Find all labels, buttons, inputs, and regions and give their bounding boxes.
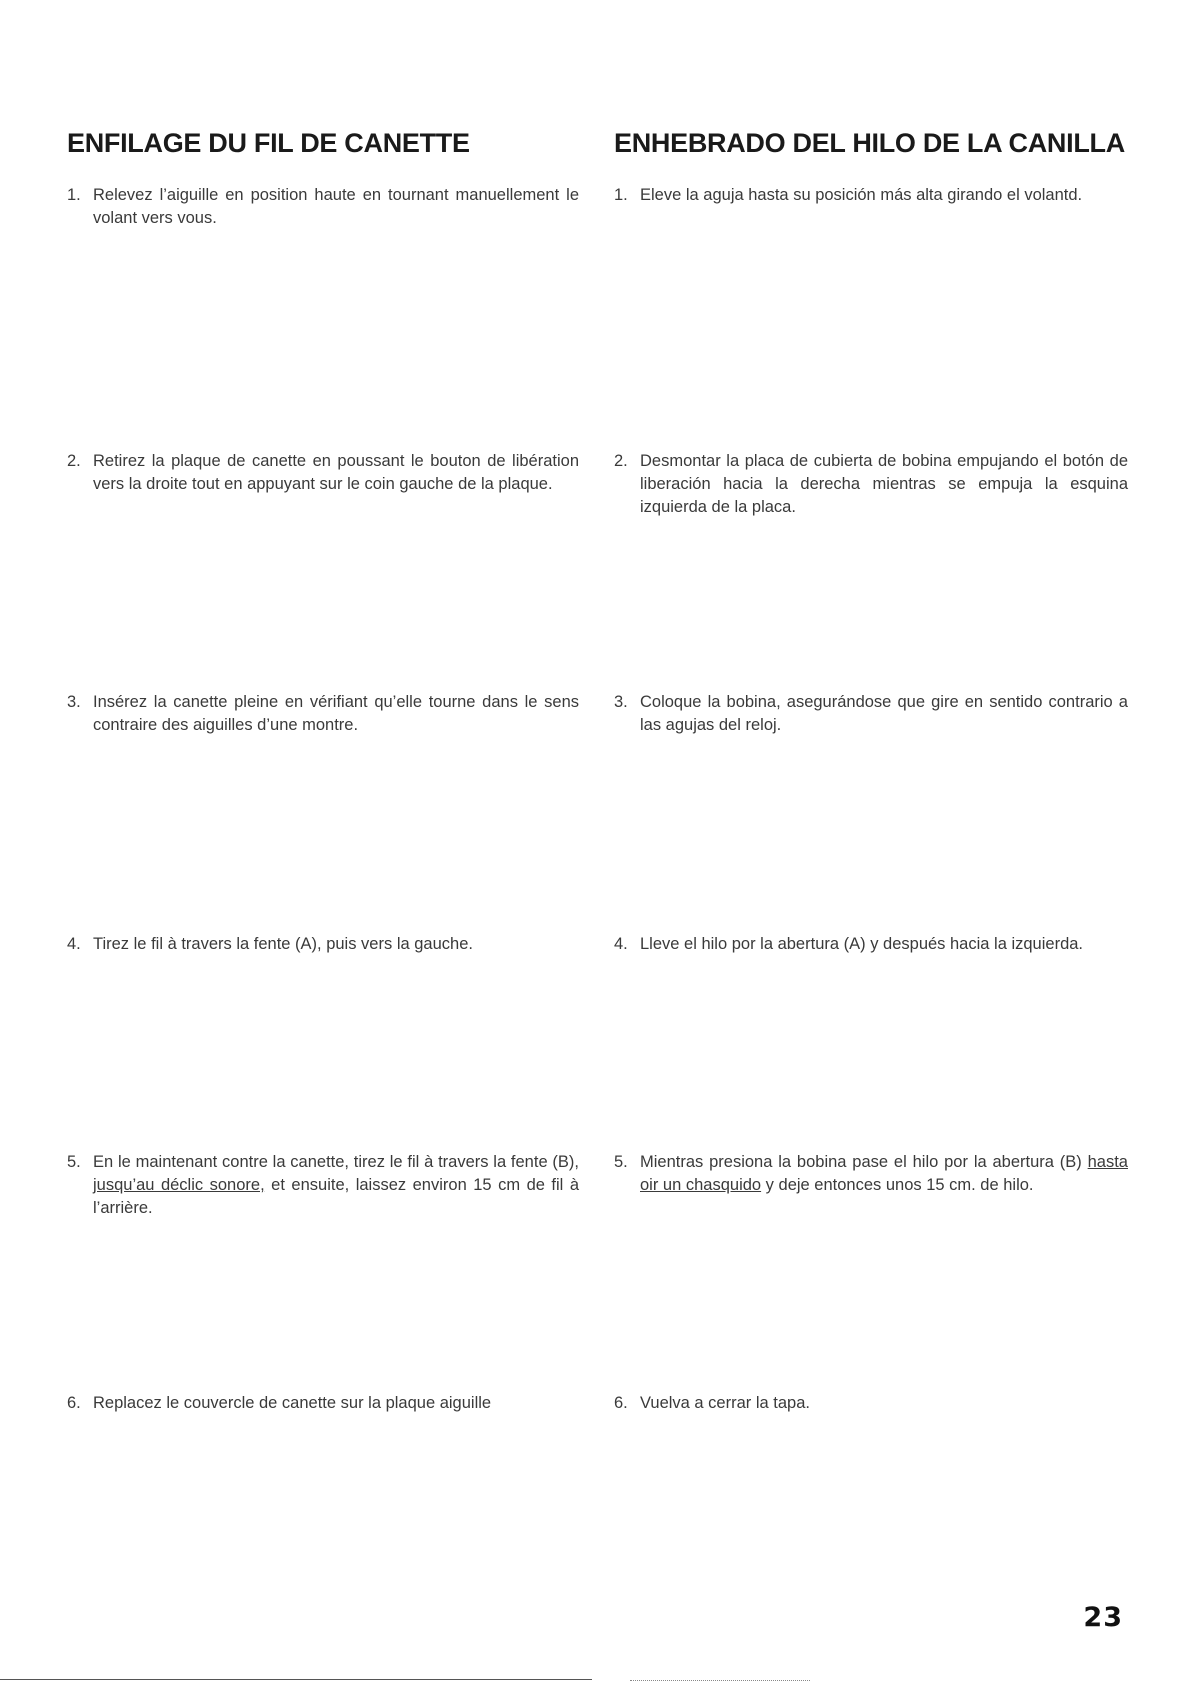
- bottom-rule: [0, 1679, 592, 1680]
- step-number: 6.: [67, 1394, 81, 1412]
- step-text: Coloque la bobina, asegurándose que gire en sentido contrario a las agujas del reloj.: [640, 693, 1128, 734]
- french-step-3: [67, 691, 579, 737]
- step-text-underlined: hasta oir un chasquido: [640, 1153, 1128, 1194]
- step-text: [640, 1151, 1128, 1197]
- step-number: 5.: [67, 1153, 81, 1171]
- french-step-4: [67, 933, 579, 956]
- step-text: [93, 1151, 579, 1220]
- step-text-before: Mientras presiona la bobina pase el hilo por la abertura (B): [640, 1153, 1088, 1171]
- step-number: 3.: [614, 693, 628, 711]
- spanish-step-4: [614, 933, 1128, 956]
- step-text: Retirez la plaque de canette en poussant le bouton de libération vers la droite tout en appuyant sur le coin gauche de la plaque.: [93, 452, 579, 493]
- french-step-5: [67, 1151, 579, 1220]
- step-text-after: et ensuite, laissez environ 15 cm de fil à l’arrière.: [93, 1176, 579, 1217]
- step-number: 1.: [614, 186, 628, 204]
- spanish-step-3: [614, 691, 1128, 737]
- step-text: Vuelva a cerrar la tapa.: [640, 1394, 810, 1412]
- spanish-step-2: [614, 450, 1128, 519]
- step-number: 3.: [67, 693, 81, 711]
- step-text: Replacez le couvercle de canette sur la plaque aiguille: [93, 1394, 492, 1412]
- step-text: Lleve el hilo por la abertura (A) y después hacia la izquierda.: [640, 935, 1084, 953]
- step-number: 4.: [614, 935, 628, 953]
- step-text-after: y deje entonces unos 15 cm. de hilo.: [761, 1176, 1034, 1194]
- step-number: 1.: [67, 186, 81, 204]
- step-number: 2.: [614, 452, 628, 470]
- step-text: Insérez la canette pleine en vérifiant qu’elle tourne dans le sens contraire des aiguilles d’une montre.: [93, 693, 579, 734]
- step-text-underlined: jusqu’au déclic sonore,: [93, 1176, 265, 1194]
- french-step-6: [67, 1392, 579, 1415]
- french-step-1: [67, 184, 579, 230]
- step-text-before: En le maintenant contre la canette, tirez le fil à travers la fente (B),: [93, 1153, 579, 1171]
- spanish-step-1: [614, 184, 1128, 207]
- french-heading: ENFILAGE DU FIL DE CANETTE: [67, 128, 470, 158]
- step-text: Desmontar la placa de cubierta de bobina empujando el botón de liberación hacia la derecha mientras se empuja la esquina izquierda de la placa.: [640, 452, 1128, 516]
- french-step-2: [67, 450, 579, 496]
- step-text: Relevez l’aiguille en position haute en tournant manuellement le volant vers vous.: [93, 186, 579, 227]
- step-number: 2.: [67, 452, 81, 470]
- spanish-step-6: [614, 1392, 1128, 1415]
- spanish-step-5: [614, 1151, 1128, 1197]
- step-text: Tirez le fil à travers la fente (A), puis vers la gauche.: [93, 935, 473, 953]
- spanish-heading: ENHEBRADO DEL HILO DE LA CANILLA: [614, 128, 1125, 158]
- step-number: 4.: [67, 935, 81, 953]
- page-number: 23: [1083, 1602, 1123, 1633]
- step-text: Eleve la aguja hasta su posición más alta girando el volantd.: [640, 186, 1083, 204]
- step-number: 6.: [614, 1394, 628, 1412]
- bottom-dotted-rule: [630, 1680, 810, 1681]
- step-number: 5.: [614, 1153, 628, 1171]
